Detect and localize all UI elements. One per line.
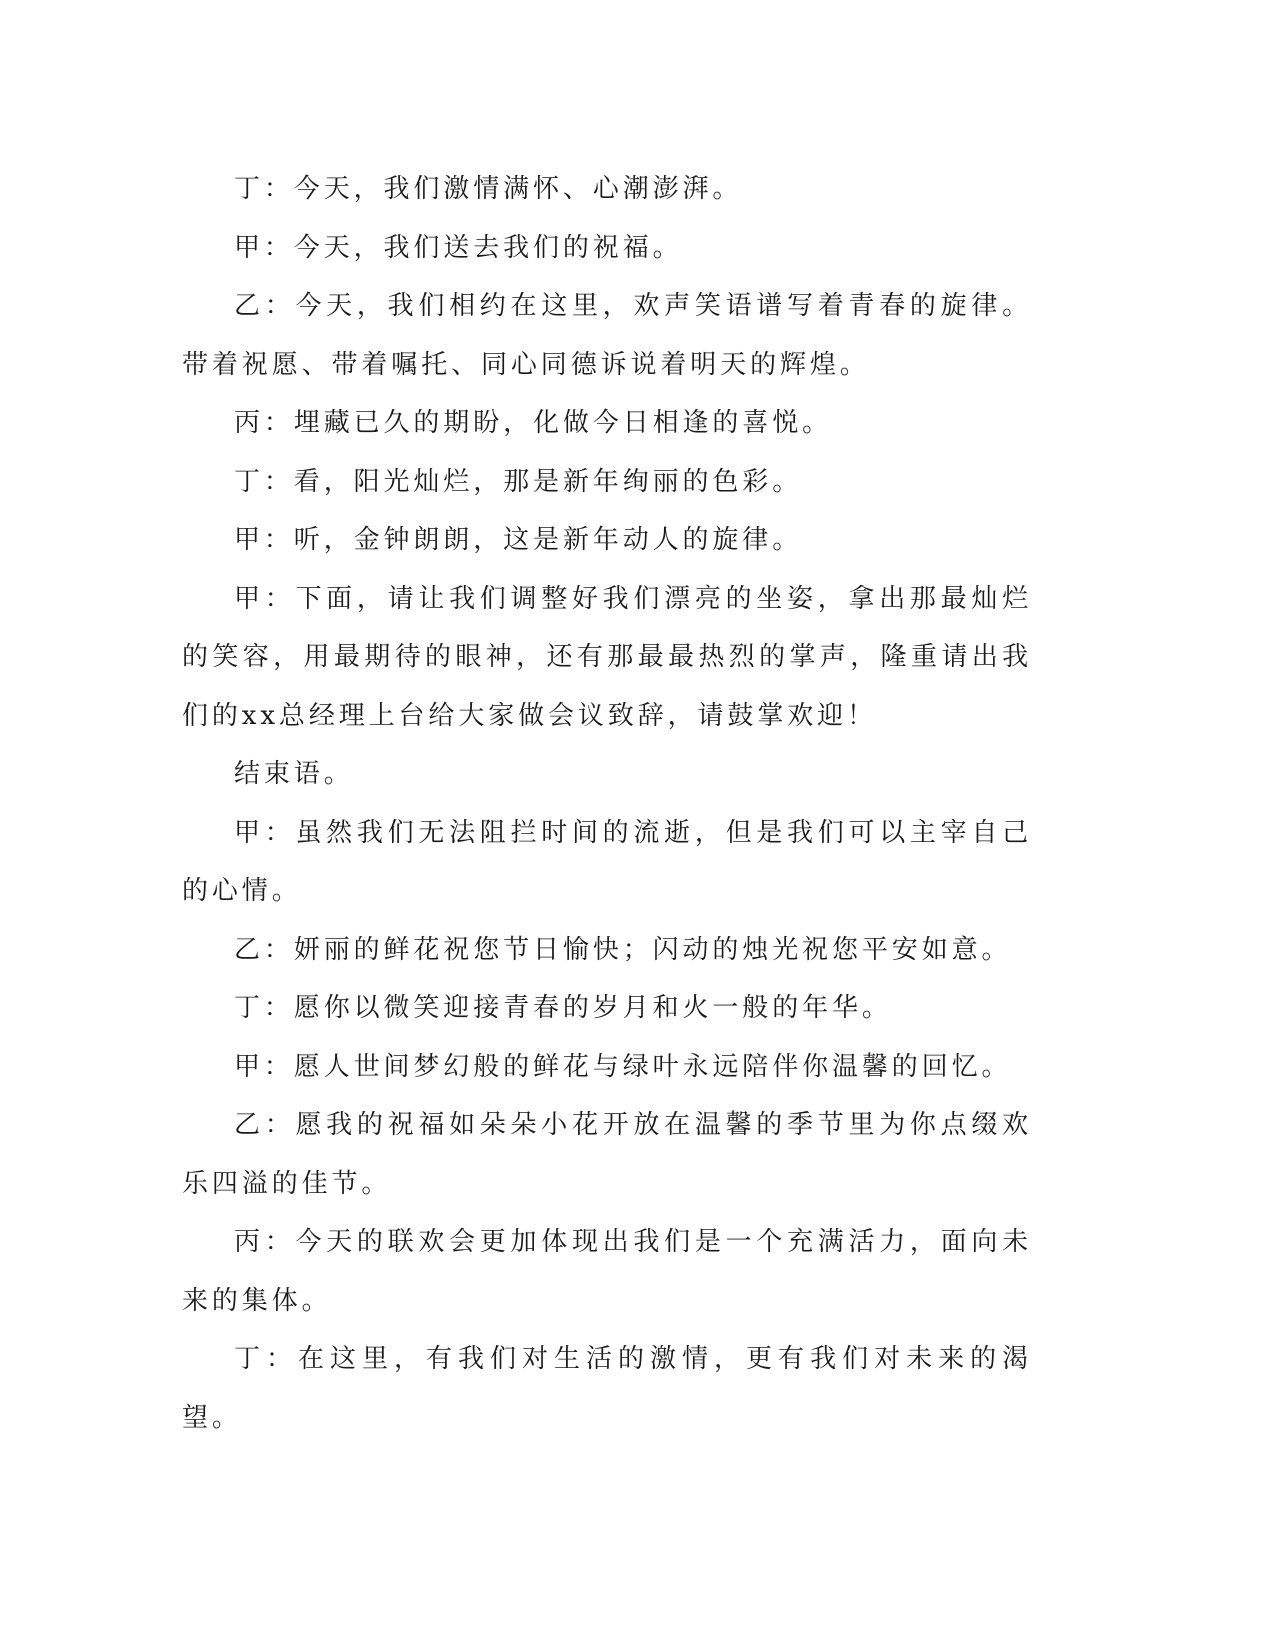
paragraph: 甲：虽然我们无法阻拦时间的流逝，但是我们可以主宰自己的心情。 [182,817,1032,906]
document-body [182,160,1032,1447]
section-heading: 结束语。 [234,759,354,789]
paragraph: 甲：愿人世间梦幻般的鲜花与绿叶永远陪伴你温馨的回忆。 [234,1051,1012,1082]
paragraph: 丙：埋藏已久的期盼，化做今日相逢的喜悦。 [234,408,833,438]
paragraph: 甲：听，金钟朗朗，这是新年动人的旋律。 [234,525,803,555]
paragraph: 甲：今天，我们送去我们的祝福。 [234,232,683,263]
paragraph: 乙：妍丽的鲜花祝您节日愉快；闪动的烛光祝您平安如意。 [234,934,1012,965]
paragraph: 乙：愿我的祝福如朵朵小花开放在温馨的季节里为你点缀欢乐四溢的佳节。 [182,1110,1032,1199]
paragraph: 丁：在这里，有我们对生活的激情，更有我们对未来的渴望。 [182,1344,1032,1433]
paragraph: 丁：今天，我们激情满怀、心潮澎湃。 [234,174,743,204]
paragraph: 乙：今天，我们相约在这里，欢声笑语谱写着青春的旋律。带着祝愿、带着嘱托、同心同德诉说着明天的辉煌。 [182,291,1032,380]
paragraph: 丙：今天的联欢会更加体现出我们是一个充满活力，面向未来的集体。 [182,1227,1032,1316]
paragraph: 丁：看，阳光灿烂，那是新年绚丽的色彩。 [234,466,803,497]
paragraph: 丁：愿你以微笑迎接青春的岁月和火一般的年华。 [234,993,892,1023]
paragraph: 甲：下面，请让我们调整好我们漂亮的坐姿，拿出那最灿烂的笑容，用最期待的眼神，还有那最最热烈的掌声，隆重请出我们的xx总经理上台给大家做会议致辞，请鼓掌欢迎！ [182,583,1032,731]
